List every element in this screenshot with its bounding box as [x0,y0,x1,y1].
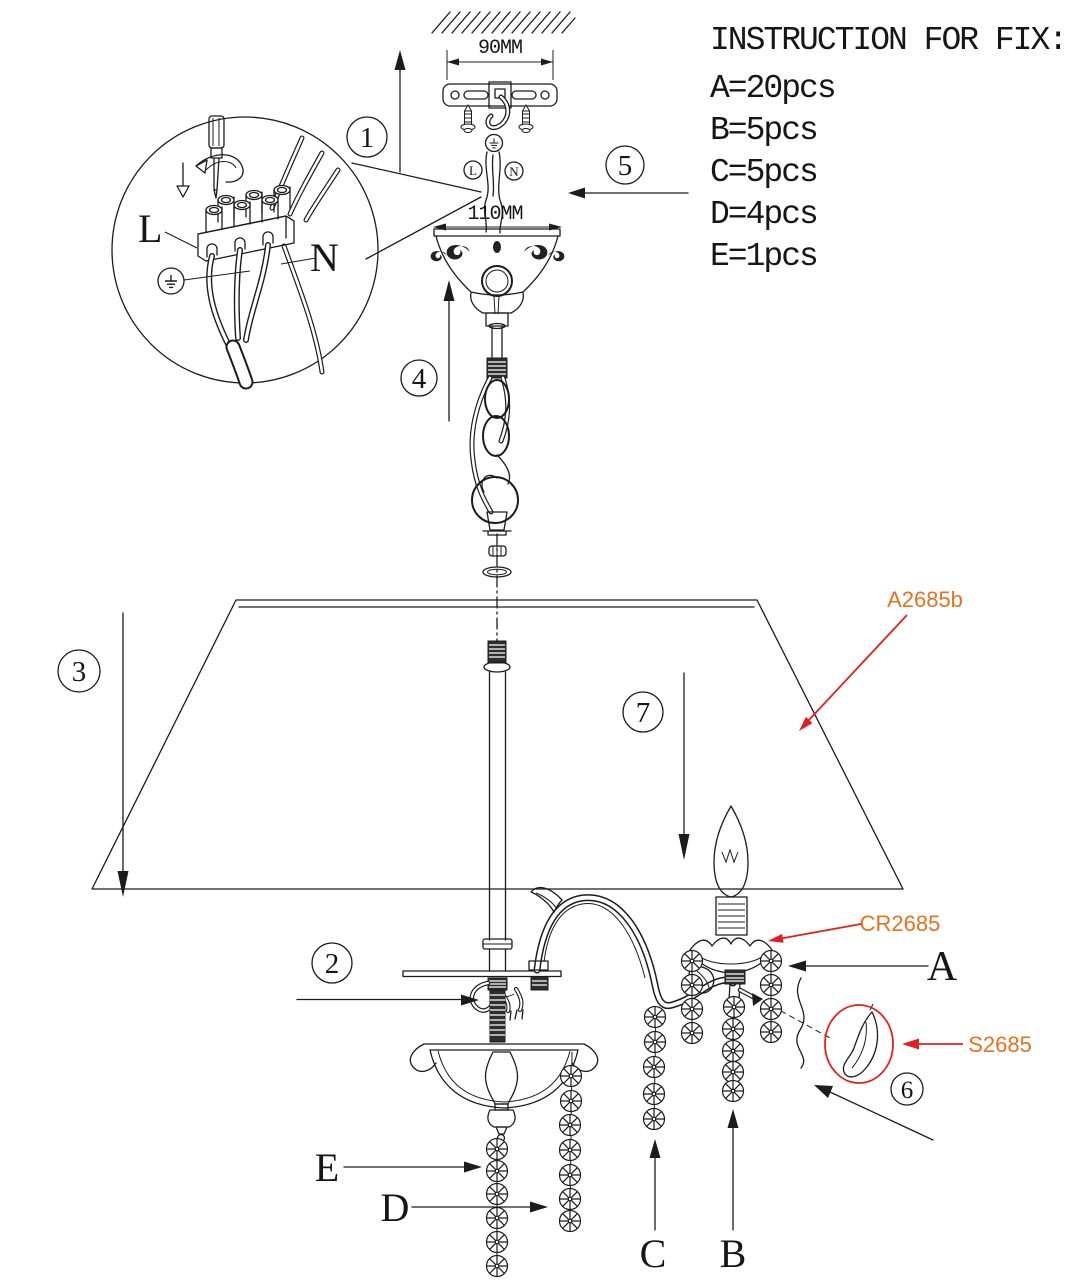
terminal-wires [209,245,268,382]
bead-strand-a [761,951,782,1043]
detail-neutral-label: N [310,235,339,280]
canopy [431,203,565,326]
ceiling-mount [432,12,575,233]
arm-nut [531,977,548,990]
canopy-width-dimension [433,203,562,231]
push-down-arrow-icon [177,163,189,197]
detail-live-label: L [138,206,163,251]
component-label-e [315,1145,482,1190]
step-7-marker [623,673,690,860]
rod-thread-upper [488,641,506,663]
step-2-marker [297,943,479,1006]
part-label-cup [768,911,940,943]
part-label-pendant [902,1032,1032,1057]
ceiling-hatch [432,12,575,33]
instruction-title: INSTRUCTION FOR FIX: [710,22,1067,59]
instruction-line-e: E=1pcs [710,238,817,275]
hanging-wire-squiggle [797,978,804,1068]
label-c: C [639,1231,667,1276]
terminal-block [198,186,294,262]
instruction-line-d: D=4pcs [710,196,817,233]
step-5-marker [568,146,688,199]
canopy-width-text: 110MM [467,203,523,226]
pendant-highlight-circle [825,1005,893,1083]
instruction-line-c: C=5pcs [710,154,817,191]
magnifier-callout-wedge [352,163,481,259]
suspension-hook-ring [472,477,518,523]
bead-strand-d [560,1052,582,1232]
step-3-marker [58,613,129,897]
step-7-number: 7 [635,697,651,729]
instruction-line-a: A=20pcs [710,70,835,107]
label-b: B [719,1231,747,1276]
instruction-block [710,22,1066,275]
step-1-number: 1 [359,122,375,154]
bead-strands [487,951,782,1277]
label-d: D [380,1185,410,1230]
bracket-width-text: 90MM [477,37,523,60]
step-3-number: 3 [71,656,87,688]
shade-part-code: A2685b [887,587,963,612]
canopy-neutral-label: N [509,164,519,179]
mounting-screw-left [461,105,475,133]
pendant-part-code: S2685 [968,1032,1032,1057]
suspension-assembly [472,324,518,649]
rod-thread-lower [490,990,505,1042]
ground-symbol-icon [490,139,499,148]
step-4-number: 4 [411,363,427,395]
step-6-number: 6 [900,1077,914,1104]
component-label-c [640,1139,667,1276]
part-label-shade [799,587,963,731]
instruction-line-b: B=5pcs [710,112,817,149]
step-1-marker [347,50,406,172]
pendant-callout [814,1004,933,1140]
bead-strand-b [723,997,745,1102]
canopy-scroll-ornament [431,241,565,261]
canopy-live-label: L [469,163,477,178]
component-label-b [720,1109,747,1276]
step-2-number: 2 [324,948,340,980]
component-label-d [381,1185,548,1230]
step-4-marker [401,280,455,421]
cup-part-code: CR2685 [859,911,941,936]
center-finial [485,1052,517,1147]
label-e: E [314,1145,340,1190]
detail-live-leader [165,232,197,248]
knurled-coupler [487,358,507,378]
crystal-pendant [843,1012,877,1077]
bracket-width-dimension [447,37,553,80]
bead-strand-c [644,1006,666,1130]
step-5-number: 5 [617,150,633,182]
wiring-detail-magnifier [112,116,481,383]
component-label-a [788,944,958,990]
label-a: A [926,944,958,990]
mounting-screw-right [519,105,533,133]
mounting-bracket [443,82,557,128]
ground-symbol-icon [165,275,177,287]
filament-mark [722,850,738,862]
bobeche-nut [725,970,745,984]
